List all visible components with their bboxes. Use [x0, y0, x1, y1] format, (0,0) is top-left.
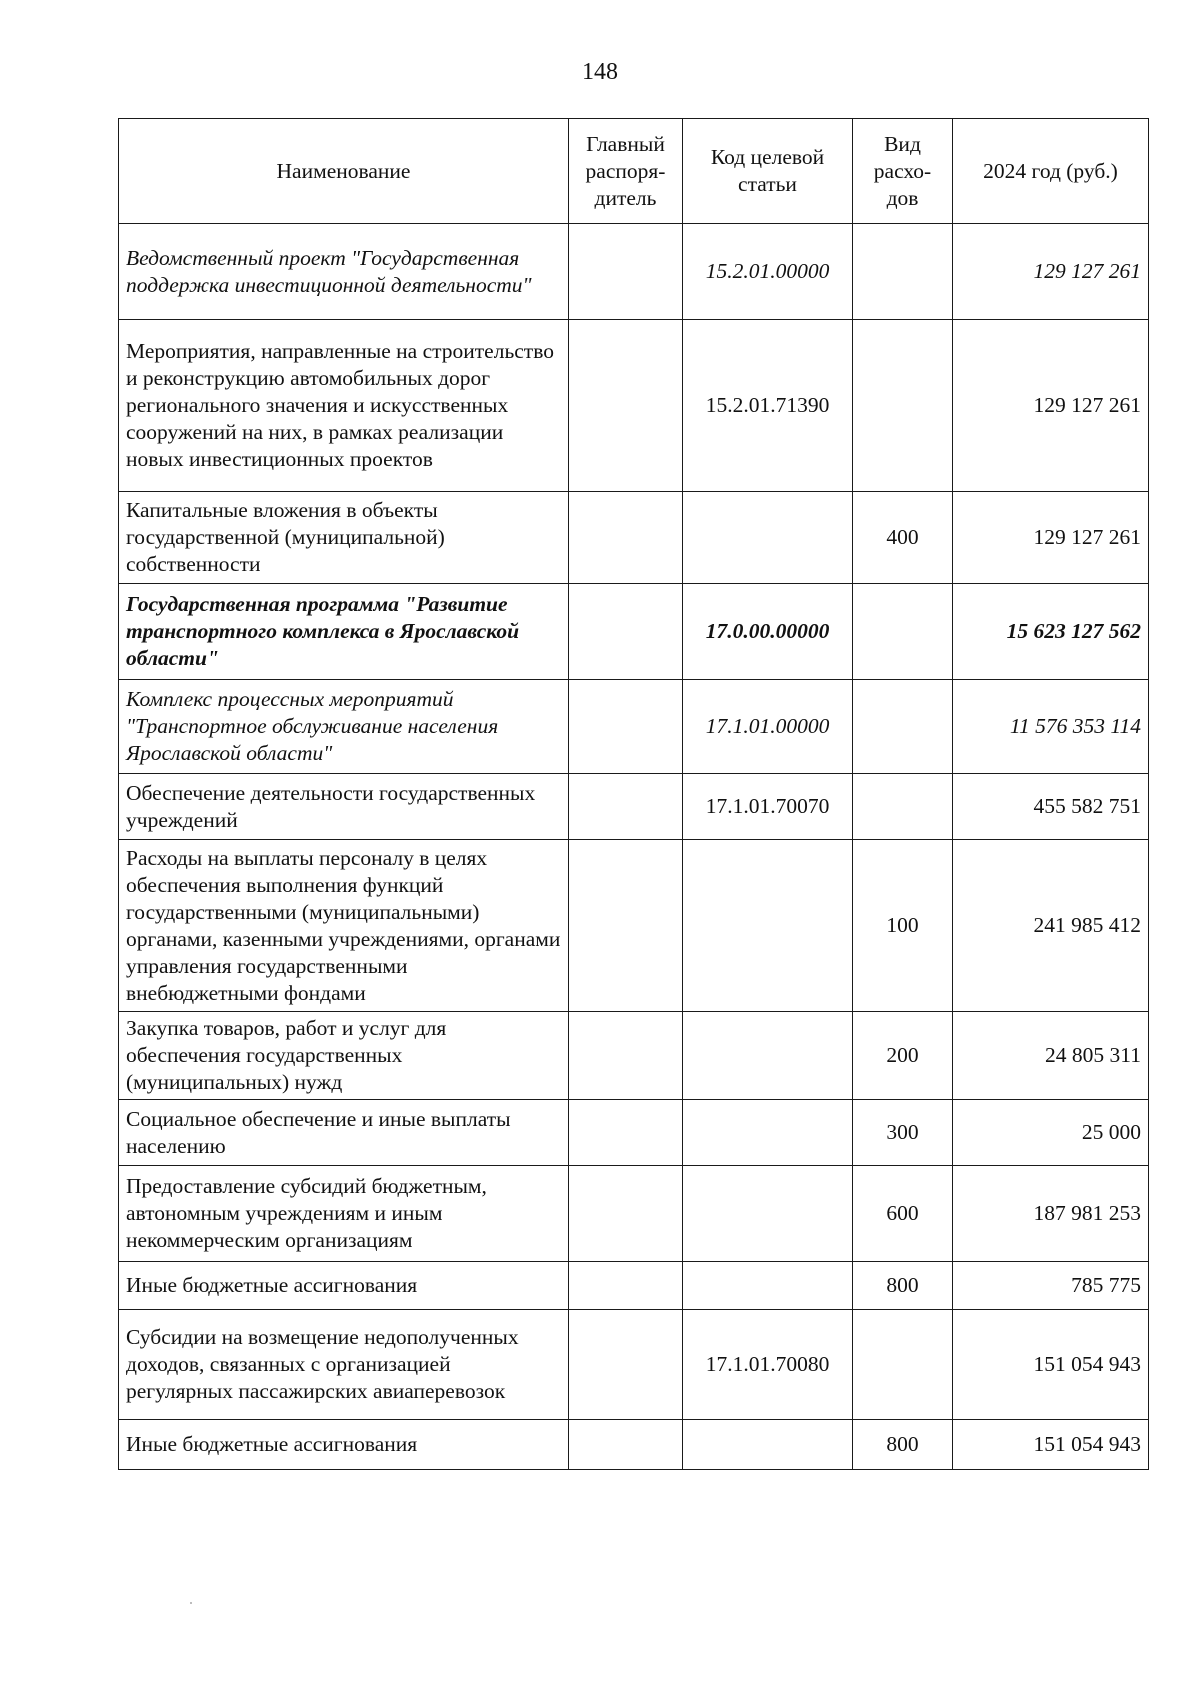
cell-kind: 100 — [853, 840, 953, 1012]
budget-table — [118, 118, 1149, 1470]
cell-manager — [569, 840, 683, 1012]
cell-kind — [853, 774, 953, 840]
cell-code — [683, 840, 853, 1012]
cell-code: 17.0.00.00000 — [683, 584, 853, 680]
table-row — [119, 840, 1149, 1012]
cell-code — [683, 1100, 853, 1166]
cell-kind: 300 — [853, 1100, 953, 1166]
cell-amount: 129 127 261 — [953, 492, 1149, 584]
cell-amount: 25 000 — [953, 1100, 1149, 1166]
cell-kind — [853, 320, 953, 492]
cell-manager — [569, 1012, 683, 1100]
cell-kind — [853, 224, 953, 320]
cell-amount: 11 576 353 114 — [953, 680, 1149, 774]
cell-code — [683, 1420, 853, 1470]
table-row — [119, 1012, 1149, 1100]
cell-amount: 129 127 261 — [953, 320, 1149, 492]
cell-code: 17.1.01.00000 — [683, 680, 853, 774]
table-header-row — [119, 119, 1149, 224]
table-row — [119, 224, 1149, 320]
cell-code: 17.1.01.70080 — [683, 1310, 853, 1420]
cell-amount: 785 775 — [953, 1262, 1149, 1310]
table-row — [119, 1166, 1149, 1262]
scan-speck — [190, 1602, 192, 1604]
cell-name: Мероприятия, направленные на строительство и реконструкцию автомобильных дорог регионального значения и искусственных сооружений на них, в рамках реализации новых инвестиционных проектов — [119, 320, 569, 492]
cell-amount: 15 623 127 562 — [953, 584, 1149, 680]
cell-name: Иные бюджетные ассигнования — [119, 1262, 569, 1310]
table-row — [119, 584, 1149, 680]
cell-amount: 241 985 412 — [953, 840, 1149, 1012]
cell-code: 15.2.01.71390 — [683, 320, 853, 492]
table-row — [119, 492, 1149, 584]
cell-amount: 151 054 943 — [953, 1310, 1149, 1420]
cell-amount: 129 127 261 — [953, 224, 1149, 320]
cell-code — [683, 1166, 853, 1262]
cell-name: Иные бюджетные ассигнования — [119, 1420, 569, 1470]
table-row — [119, 1262, 1149, 1310]
cell-manager — [569, 1420, 683, 1470]
table-row — [119, 680, 1149, 774]
header-amount: 2024 год (руб.) — [953, 119, 1149, 224]
cell-name: Закупка товаров, работ и услуг для обеспечения государственных (муниципальных) нужд — [119, 1012, 569, 1100]
cell-manager — [569, 1262, 683, 1310]
cell-manager — [569, 1100, 683, 1166]
cell-manager — [569, 584, 683, 680]
table-header — [119, 119, 1149, 224]
cell-name: Субсидии на возмещение недополученных доходов, связанных с организацией регулярных пассажирских авиаперевозок — [119, 1310, 569, 1420]
cell-name: Капитальные вложения в объекты государственной (муниципальной) собственности — [119, 492, 569, 584]
cell-manager — [569, 1310, 683, 1420]
cell-code — [683, 492, 853, 584]
cell-kind — [853, 1310, 953, 1420]
cell-manager — [569, 774, 683, 840]
cell-amount: 187 981 253 — [953, 1166, 1149, 1262]
cell-name: Обеспечение деятельности государственных учреждений — [119, 774, 569, 840]
header-manager: Главный распоря-дитель — [569, 119, 683, 224]
cell-code — [683, 1262, 853, 1310]
cell-manager — [569, 320, 683, 492]
cell-amount: 455 582 751 — [953, 774, 1149, 840]
table-row — [119, 1420, 1149, 1470]
cell-code: 15.2.01.00000 — [683, 224, 853, 320]
cell-code: 17.1.01.70070 — [683, 774, 853, 840]
table-body — [119, 224, 1149, 1470]
cell-amount: 151 054 943 — [953, 1420, 1149, 1470]
cell-manager — [569, 1166, 683, 1262]
cell-name: Предоставление субсидий бюджетным, автономным учреждениям и иным некоммерческим организациям — [119, 1166, 569, 1262]
cell-name: Комплекс процессных мероприятий "Транспортное обслуживание населения Ярославской области" — [119, 680, 569, 774]
cell-manager — [569, 680, 683, 774]
cell-kind: 800 — [853, 1420, 953, 1470]
cell-manager — [569, 492, 683, 584]
table-row — [119, 774, 1149, 840]
cell-name: Социальное обеспечение и иные выплаты населению — [119, 1100, 569, 1166]
header-kind: Вид расхо-дов — [853, 119, 953, 224]
table-row — [119, 1310, 1149, 1420]
cell-amount: 24 805 311 — [953, 1012, 1149, 1100]
cell-kind: 200 — [853, 1012, 953, 1100]
header-name: Наименование — [119, 119, 569, 224]
cell-name: Ведомственный проект "Государственная поддержка инвестиционной деятельности" — [119, 224, 569, 320]
cell-manager — [569, 224, 683, 320]
cell-kind: 400 — [853, 492, 953, 584]
cell-kind — [853, 584, 953, 680]
page-number: 148 — [582, 59, 618, 85]
cell-kind: 800 — [853, 1262, 953, 1310]
cell-code — [683, 1012, 853, 1100]
cell-name: Государственная программа "Развитие транспортного комплекса в Ярославской области" — [119, 584, 569, 680]
cell-kind: 600 — [853, 1166, 953, 1262]
table-row — [119, 1100, 1149, 1166]
table-row — [119, 320, 1149, 492]
cell-name: Расходы на выплаты персоналу в целях обеспечения выполнения функций государственными (муниципальными) органами, казенными учреждениями, органами управления государственными внебюджетными фондами — [119, 840, 569, 1012]
header-code: Код целевой статьи — [683, 119, 853, 224]
cell-kind — [853, 680, 953, 774]
